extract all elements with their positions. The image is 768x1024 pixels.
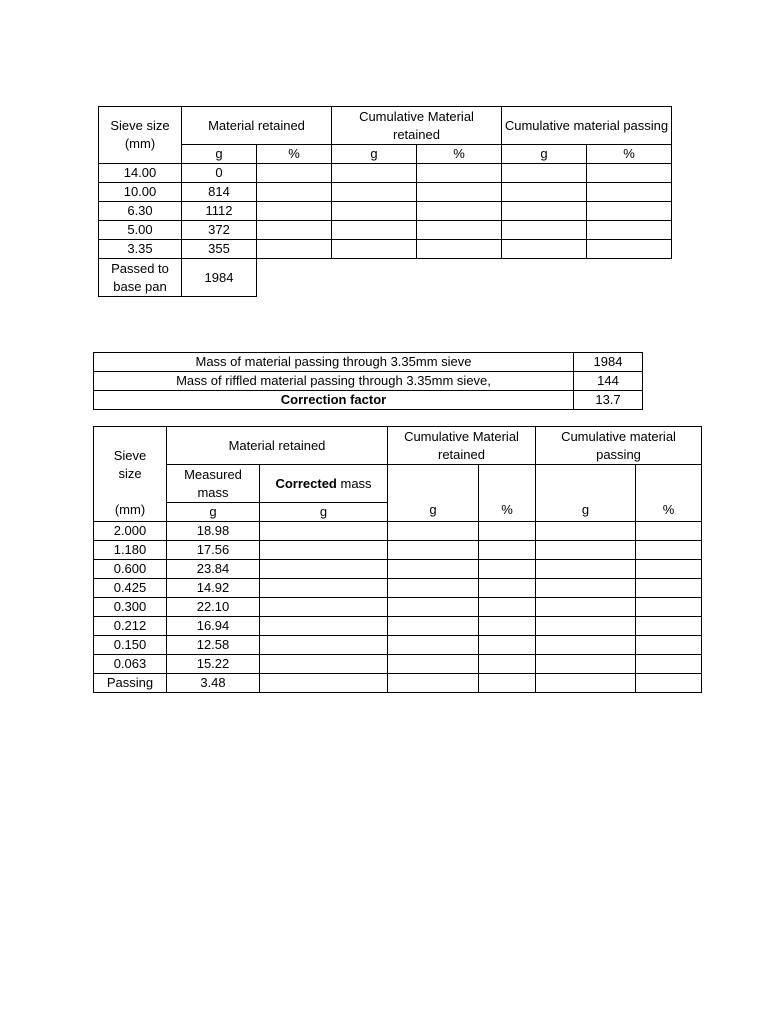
measured-mass-cell: 12.58: [167, 636, 260, 655]
empty-cell: [257, 183, 332, 202]
measured-mass-cell: 14.92: [167, 579, 260, 598]
empty-cell: [388, 560, 479, 579]
empty-cell: [388, 541, 479, 560]
unit-g: g: [332, 145, 417, 164]
measured-mass-cell: 17.56: [167, 541, 260, 560]
material-retained-header: Material retained: [182, 107, 332, 145]
empty-cell: [636, 598, 702, 617]
measured-mass-cell: 18.98: [167, 522, 260, 541]
empty-cell: [260, 560, 388, 579]
cum-passing-header: Cumulative material passing: [536, 427, 702, 465]
empty-cell: [260, 674, 388, 693]
empty-cell: [636, 522, 702, 541]
measured-mass-cell: 23.84: [167, 560, 260, 579]
sieve-size-cell: 0.425: [94, 579, 167, 598]
empty-cell: [260, 541, 388, 560]
empty-cell: [479, 674, 536, 693]
empty-cell: [257, 221, 332, 240]
table-row: [94, 636, 702, 655]
empty-cell: [636, 617, 702, 636]
empty-cell: [332, 164, 417, 183]
empty-cell: [417, 202, 502, 221]
sieve-size-cell: 0.150: [94, 636, 167, 655]
empty-cell: [636, 541, 702, 560]
empty-cell: [388, 655, 479, 674]
empty-cell: [479, 636, 536, 655]
empty-cell: [417, 164, 502, 183]
sieve-size-cell: 0.063: [94, 655, 167, 674]
empty-cell: [587, 183, 672, 202]
empty-cell: [388, 617, 479, 636]
empty-cell: [587, 202, 672, 221]
correction-label: Correction factor: [94, 391, 574, 410]
empty-cell: [260, 636, 388, 655]
cum-passing-header: Cumulative material passing: [502, 107, 672, 145]
table-row: [94, 391, 643, 410]
table-row: [94, 372, 643, 391]
unit-g: g: [502, 145, 587, 164]
corrected-mass-header: [260, 465, 388, 503]
sieve-size-cell: 1.180: [94, 541, 167, 560]
table-row: [99, 183, 672, 202]
empty-cell: [536, 674, 636, 693]
empty-cell: [260, 617, 388, 636]
table-row: [94, 617, 702, 636]
empty-cell: [536, 522, 636, 541]
measured-mass-cell: 3.48: [167, 674, 260, 693]
empty-cell: [417, 183, 502, 202]
pan-value: 1984: [182, 259, 257, 297]
fine-sieve-table: [93, 426, 702, 693]
unit-g: g: [260, 503, 388, 522]
empty-cell: [587, 164, 672, 183]
unit-g: g: [182, 145, 257, 164]
size-label: size: [118, 465, 142, 481]
empty-cell: [479, 522, 536, 541]
empty-cell: [417, 221, 502, 240]
sieve-size-cell: 3.35: [99, 240, 182, 259]
measured-mass-cell: 16.94: [167, 617, 260, 636]
table-row: [94, 655, 702, 674]
sieve-label: Sieve: [113, 447, 147, 463]
table-row: [99, 164, 672, 183]
base-pan-row: [99, 259, 672, 297]
empty-cell: [636, 674, 702, 693]
empty-cell: [260, 579, 388, 598]
empty-cell: [536, 617, 636, 636]
empty-cell: [260, 598, 388, 617]
empty-cell: [332, 240, 417, 259]
empty-cell: [388, 522, 479, 541]
empty-cell: [260, 522, 388, 541]
correction-value: 13.7: [574, 391, 643, 410]
empty-cell: [502, 183, 587, 202]
empty-cell: [479, 560, 536, 579]
retained-g-cell: 372: [182, 221, 257, 240]
sieve-size-cell: 2.000: [94, 522, 167, 541]
measured-mass-cell: 22.10: [167, 598, 260, 617]
empty-cell: [479, 541, 536, 560]
empty-cell: [388, 636, 479, 655]
table-row: [94, 522, 702, 541]
correction-label: Mass of material passing through 3.35mm sieve: [94, 353, 574, 372]
mm-label: (mm): [94, 503, 167, 522]
empty-cell: [260, 655, 388, 674]
correction-label: Mass of riffled material passing through 3.35mm sieve,: [94, 372, 574, 391]
correction-value: 1984: [574, 353, 643, 372]
empty-cell: [502, 221, 587, 240]
coarse-sieve-table: [98, 106, 672, 297]
empty-cell: [636, 560, 702, 579]
measured-mass-header: Measured mass: [167, 465, 260, 503]
empty-cell: [536, 598, 636, 617]
table-row: [94, 541, 702, 560]
retained-g-cell: 355: [182, 240, 257, 259]
sieve-size-cell: 0.212: [94, 617, 167, 636]
empty-cell: [332, 183, 417, 202]
cum-retained-header: Cumulative Material retained: [388, 427, 536, 465]
empty-cell: [502, 202, 587, 221]
sieve-size-header: [94, 427, 167, 503]
unit-pct: %: [479, 465, 536, 522]
sieve-size-cell: 0.600: [94, 560, 167, 579]
sieve-size-cell: Passing: [94, 674, 167, 693]
empty-cell: [257, 164, 332, 183]
sieve-size-cell: 0.300: [94, 598, 167, 617]
empty-cell: [332, 202, 417, 221]
table-row: [94, 598, 702, 617]
empty-cell: [479, 617, 536, 636]
table-row: [94, 560, 702, 579]
table-row: [94, 579, 702, 598]
empty-cell: [636, 636, 702, 655]
empty-cell: [257, 240, 332, 259]
retained-g-cell: 814: [182, 183, 257, 202]
empty-cell: [388, 579, 479, 598]
empty-cell: [536, 636, 636, 655]
sieve-size-cell: 5.00: [99, 221, 182, 240]
corrected-rest: mass: [336, 475, 372, 491]
empty-cell: [479, 655, 536, 674]
empty-cell: [536, 541, 636, 560]
unit-g: g: [536, 465, 636, 522]
sieve-size-cell: 6.30: [99, 202, 182, 221]
pan-label: Passed to base pan: [99, 259, 182, 297]
table-row: [99, 221, 672, 240]
unit-pct: %: [257, 145, 332, 164]
measured-mass-cell: 15.22: [167, 655, 260, 674]
correction-value: 144: [574, 372, 643, 391]
empty-cell: [502, 240, 587, 259]
empty-cell: [587, 240, 672, 259]
sieve-size-header: Sieve size (mm): [99, 107, 182, 164]
corrected-bold: Corrected: [275, 475, 337, 491]
empty-cell: [388, 598, 479, 617]
empty-cell: [257, 202, 332, 221]
unit-g: g: [388, 465, 479, 522]
empty-cell: [479, 579, 536, 598]
retained-g-cell: 1112: [182, 202, 257, 221]
empty-cell: [417, 240, 502, 259]
material-retained-header: Material retained: [167, 427, 388, 465]
empty-cell: [502, 164, 587, 183]
empty-cell: [536, 560, 636, 579]
empty-cell: [479, 598, 536, 617]
table-row: [99, 240, 672, 259]
empty-cell: [587, 221, 672, 240]
unit-pct: %: [587, 145, 672, 164]
empty-cell: [636, 579, 702, 598]
empty-cell: [536, 655, 636, 674]
correction-table: [93, 352, 643, 410]
cum-retained-header: Cumulative Material retained: [332, 107, 502, 145]
unit-pct: %: [417, 145, 502, 164]
retained-g-cell: 0: [182, 164, 257, 183]
table-row: [99, 202, 672, 221]
empty-cell: [332, 221, 417, 240]
unit-g: g: [167, 503, 260, 522]
empty-cell: [636, 655, 702, 674]
empty-cell: [536, 579, 636, 598]
sieve-size-cell: 14.00: [99, 164, 182, 183]
empty-cell: [388, 674, 479, 693]
sieve-size-cell: 10.00: [99, 183, 182, 202]
unit-pct: %: [636, 465, 702, 522]
table-row: [94, 353, 643, 372]
table-row: [94, 674, 702, 693]
